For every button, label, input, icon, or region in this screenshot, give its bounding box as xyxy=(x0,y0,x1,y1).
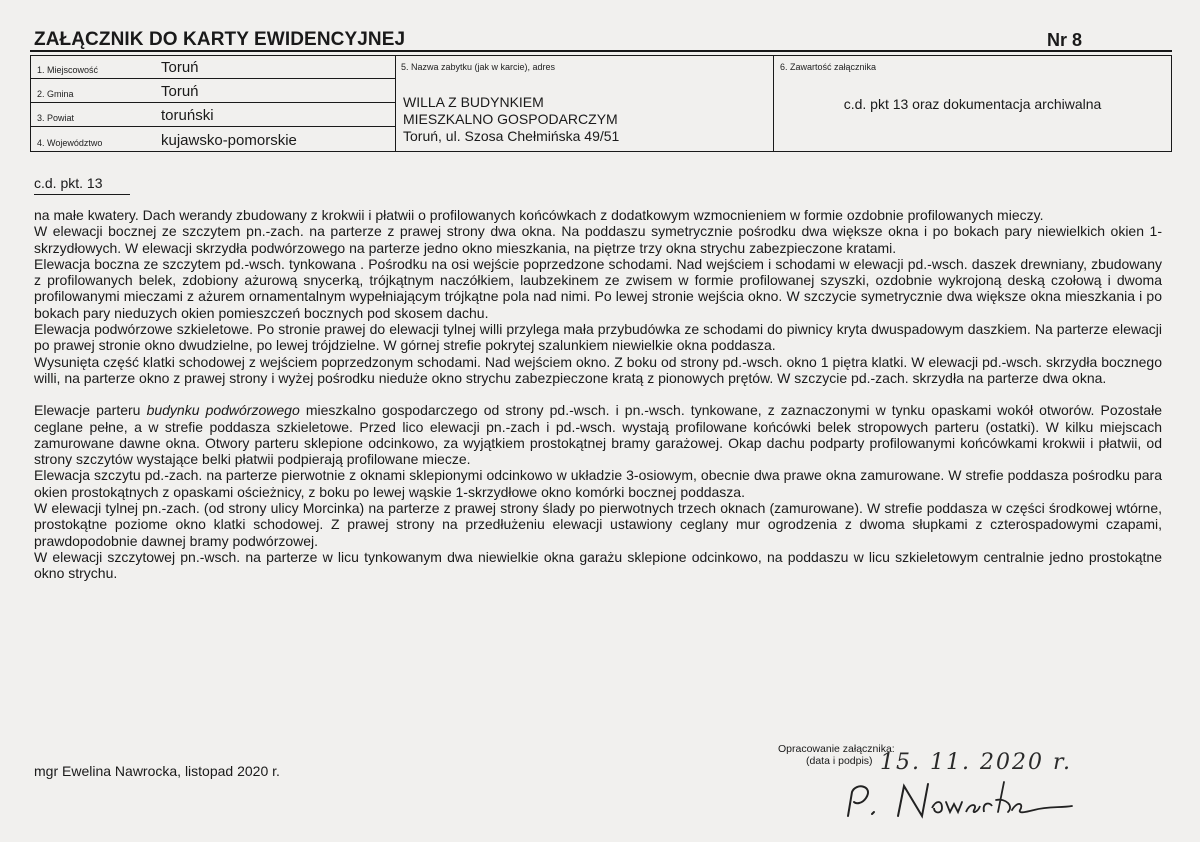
attachment-number: Nr 8 xyxy=(1046,30,1082,50)
handwritten-signature xyxy=(838,776,1078,826)
field-district-label: 3. Powiat xyxy=(37,113,75,123)
attachment-contents-label: 6. Zawartość załącznika xyxy=(780,62,877,72)
paragraph: Elewacja boczna ze szczytem pd.-wsch. tynkowana . Pośrodku na osi wejście poprzedzone schodami. Nad wejściem i schodami w elewacji pd.-wsch. daszek drewniany, zbudowany z profilowanych belek, zdobiony ażurową snycerką, trójkątnym naczółkiem, laubzekinem ze zwisem w formie profilowanej szyszki, ozdobnie wykrojoną deską czołową i dwoma profilowanymi mieczami z ażurem ornamentalnym wypełniającym trójkątne pola nad nimi. Po lewej stronie wejścia okno. W szczycie symetrycznie dwa większe okna mieszkania i po bokach pary nieduzych okien pomieszczeń bocznych pod skosem dachu. xyxy=(34,255,1162,321)
paragraph-emphasis: budynku podwórzowego xyxy=(146,402,300,419)
field-commune-value: Toruń xyxy=(161,83,199,100)
section-heading: c.d. pkt. 13 xyxy=(34,175,103,191)
paragraph: Wysunięta część klatki schodowej z wejściem poprzedzonym schodami. Nad wejściem okno. Z boku od strony pd.-wsch. okno 1 piętra klatki. W elewacji pd.-wsch. skrzydła bocznego willi, na parterze okno z prawej strony i wyżej pośrodku nieduże okno strychu zabezpieczone kratą z pionowych prętów. W szczycie pd.-zach. skrzydła na parterze dwa okna. xyxy=(34,353,1162,386)
field-commune xyxy=(31,80,395,103)
field-voivodeship-value: kujawsko-pomorskie xyxy=(161,132,297,149)
field-district xyxy=(31,104,395,127)
field-locality-value: Toruń xyxy=(161,59,199,76)
monument-address: Toruń, ul. Szosa Chełmińska 49/51 xyxy=(403,128,620,144)
location-fields xyxy=(31,56,396,151)
title-underline xyxy=(30,50,1172,52)
monument-name-value xyxy=(403,94,619,145)
paragraph: W elewacji bocznej ze szczytem pn.-zach. na parterze z prawej strony dwa okna. Na poddaszu symetrycznie pośrodku dwa większe okna i po bokach pary niewielkich okien 1-skrzydłowych. W elewacji skrzydła podwórzowego na parterze jedno okno mieszkania, na piętrze trzy okna strychu zabezpieczone kratami. xyxy=(34,223,1162,256)
record-form-table xyxy=(30,55,1172,152)
paragraph: Elewacja szczytu pd.-zach. na parterze pierwotnie z oknami sklepionymi odcinkowo w układzie 3-osiowym, obecnie dwa prawe okna zamurowane. W strefie poddasza pośrodku para okien prostokątnych z opaskami ościeżnicy, z boku po lewej wąskie 1-skrzydłowe okno komórki bocznej poddasza. xyxy=(34,467,1162,500)
field-district-value: toruński xyxy=(161,107,214,124)
section-heading-underline xyxy=(34,194,130,195)
paragraph: na małe kwatery. Dach werandy zbudowany z krokwii i płatwii o profilowanych końcówkach z dodatkowym wzmocnieniem w formie ozdobnie profilowanych mieczy. xyxy=(34,207,1044,223)
field-locality-label: 1. Miejscowość xyxy=(37,65,99,75)
author-line: mgr Ewelina Nawrocka, listopad 2020 r. xyxy=(34,763,280,779)
paragraph: W elewacji tylnej pn.-zach. (od strony ulicy Morcinka) na parterze z prawej strony ślady po pierwotnych trzech oknach (zamurowane). W strefie poddasza w części środkowej wtórne, prostokątne poziome okno klatki schodowej. Z prawej strony na przedłużeniu elewacji ustawiony ceglany mur ogrodzenia z dwoma słupkami z czterospadowymi czapami, prawdopodobnie dawnej bramy podwórzowej. xyxy=(34,500,1162,549)
field-voivodeship-label: 4. Województwo xyxy=(37,138,103,148)
prepared-by-caption: Opracowanie załącznika: xyxy=(778,743,895,755)
field-commune-label: 2. Gmina xyxy=(37,89,74,99)
attachment-contents-cell xyxy=(774,56,1171,151)
paragraph: W elewacji szczytowej pn.-wsch. na parterze w licu tynkowanym dwa niewielkie okna garażu sklepione odcinkowo, na poddaszu w licu szkieletowym centralnie jedno prostokątne okno strychu. xyxy=(34,548,1162,582)
monument-name-line-1: WILLA Z BUDYNKIEM xyxy=(403,94,544,110)
prepared-by-subcaption: (data i podpis) xyxy=(806,755,873,767)
prepared-by-label xyxy=(778,743,895,767)
handwritten-date: 15. 11. 2020 r. xyxy=(880,750,1073,775)
paragraph-text: Elewacje parteru xyxy=(34,402,147,419)
monument-name-cell xyxy=(395,56,774,151)
paragraph-text: mieszkalno gospodarczego od strony pd.-wsch. i pn.-wsch. tynkowane, z zaznaczonymi w tynku opaskami wokół otworów. Pozostałe ceglane pełne, a w strefie poddasza szkieletowe. Przed lico elewacji pn.-zach i pd.-wsch. wystają profilowane końcówki belek stropowych parteru (ostatki). W kilku miejscach zamurowane dawne okna. Otwory parteru sklepione odcinkowo, za wyjątkiem prostokątnej bramy garażowej. Okap dachu podparty profilowanymi końcówkami krokwii i płatwii, od strony szczytów wystające belki płatwii podpierają profilowane miecze. xyxy=(34,402,1162,468)
monument-name-line-2: MIESZKALNO GOSPODARCZYM xyxy=(403,111,618,127)
field-voivodeship xyxy=(31,128,395,151)
paragraph xyxy=(34,402,1162,467)
page-title: ZAŁĄCZNIK DO KARTY EWIDENCYJNEJ xyxy=(34,29,406,50)
description-text xyxy=(34,207,1162,582)
paragraph: Elewacja podwórzowe szkieletowe. Po stronie prawej do elewacji tylnej willi przylega mała przybudówka ze schodami do piwnicy kryta dwuspadowym daszkiem. Na parterze elewacji po prawej stronie okno dwudzielne, po lewej trójdzielne. W górnej strefie pokrytej szalunkiem niewielkie okna poddasza. xyxy=(34,321,1162,354)
monument-name-label: 5. Nazwa zabytku (jak w karcie), adres xyxy=(401,62,556,72)
field-locality xyxy=(31,56,395,79)
attachment-contents-value: c.d. pkt 13 oraz dokumentacja archiwalna xyxy=(843,96,1102,112)
